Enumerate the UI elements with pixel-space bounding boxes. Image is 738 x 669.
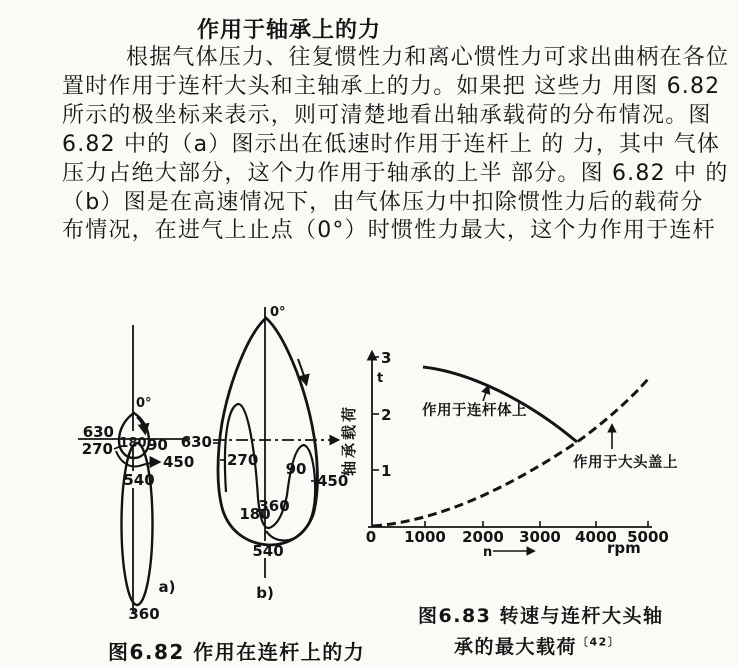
x-axis-note: n (483, 545, 493, 560)
body-paragraph (62, 44, 730, 246)
paragraph-line: （b）图是在高速情况下，由气体压力中扣除惯性力后的载荷分 (62, 189, 704, 215)
diagram-b (181, 305, 349, 602)
x-unit-label: rpm (607, 539, 641, 557)
x-tick-label: 5000 (627, 528, 669, 546)
figure-683-caption-text: 承的最大载荷 (454, 636, 578, 658)
a-angle-180: 180 (119, 436, 147, 451)
paragraph-line: 6.82 中的（a）图示出在低速时作用于连杆上 的 力，其中 气体 (62, 131, 721, 157)
b-angle-360: 360 (258, 497, 290, 515)
paragraph-line: 根据气体压力、往复惯性力和离心惯性力可求出曲柄在各位 (126, 45, 730, 70)
paragraph-line: 所示的极坐标来表示，则可清楚地看出轴承载荷的分布情况。图 (62, 102, 712, 128)
y-tick-label: 3 (381, 349, 392, 367)
y-axis-title: 轴承载荷 (340, 403, 358, 477)
a-angle-630: 630 (82, 423, 114, 441)
b-angle-540: 540 (252, 542, 284, 560)
section-title: 作用于轴承上的力 (197, 18, 382, 43)
rod-body-label-arrow (483, 387, 488, 401)
chart-series (373, 367, 678, 526)
diagram-a (78, 325, 194, 623)
paragraph-line: 置时作用于连杆大头和主轴承上的力。如果把 这些力 用图 6.82 (62, 73, 721, 99)
y-tick-label: 2 (381, 406, 392, 424)
paragraph-line: 布情况，在进气上止点（0°）时惯性力最大，这个力作用于连杆 (62, 218, 716, 244)
rod-body-curve-label: 作用于连杆体上 (422, 403, 527, 419)
a-panel-label: a) (158, 578, 176, 596)
b-angle-450: 450 (317, 472, 349, 490)
big-end-cap-curve-label: 作用于大头盖上 (573, 455, 678, 471)
b-angle-270: 270 (227, 451, 259, 469)
x-tick-label: 4000 (575, 528, 617, 546)
a-angle-270: 270 (81, 440, 113, 458)
a-angle-360: 360 (128, 605, 160, 623)
b-angle-0: 0° (270, 305, 286, 320)
figure-683-caption-line2 (454, 632, 620, 659)
figure-683-caption-line1: 图6.83 转速与连杆大头轴 (418, 605, 664, 627)
y-unit-label: t (377, 371, 384, 386)
figure-682-polar-diagrams (55, 295, 355, 630)
b-angle-90: 90 (285, 460, 307, 478)
x-tick-label: 2000 (462, 528, 504, 546)
paragraph-line: 压力占绝大部分，这个力作用于轴承的上半 部分。图 6.82 中 的 (62, 160, 729, 186)
a-angle-0: 0° (136, 396, 152, 411)
figure-683-chart (340, 335, 685, 570)
b-panel-label: b) (256, 584, 274, 602)
big-end-cap-curve (373, 379, 648, 526)
b-angle-630: 630 (180, 433, 212, 451)
a-angle-90: 90 (147, 436, 168, 454)
figure-683-reference-mark: 〔42〕 (577, 635, 621, 649)
x-tick-label: 0 (365, 528, 377, 546)
x-tick-label: 1000 (404, 528, 446, 546)
a-angle-540: 540 (123, 471, 155, 489)
b-angle-180: 180 (239, 505, 271, 523)
figure-682-caption: 图6.82 作用在连杆上的力 (108, 640, 366, 664)
y-tick-label: 1 (381, 462, 392, 480)
x-tick-label: 3000 (519, 528, 561, 546)
a-angle-450: 450 (163, 453, 195, 471)
